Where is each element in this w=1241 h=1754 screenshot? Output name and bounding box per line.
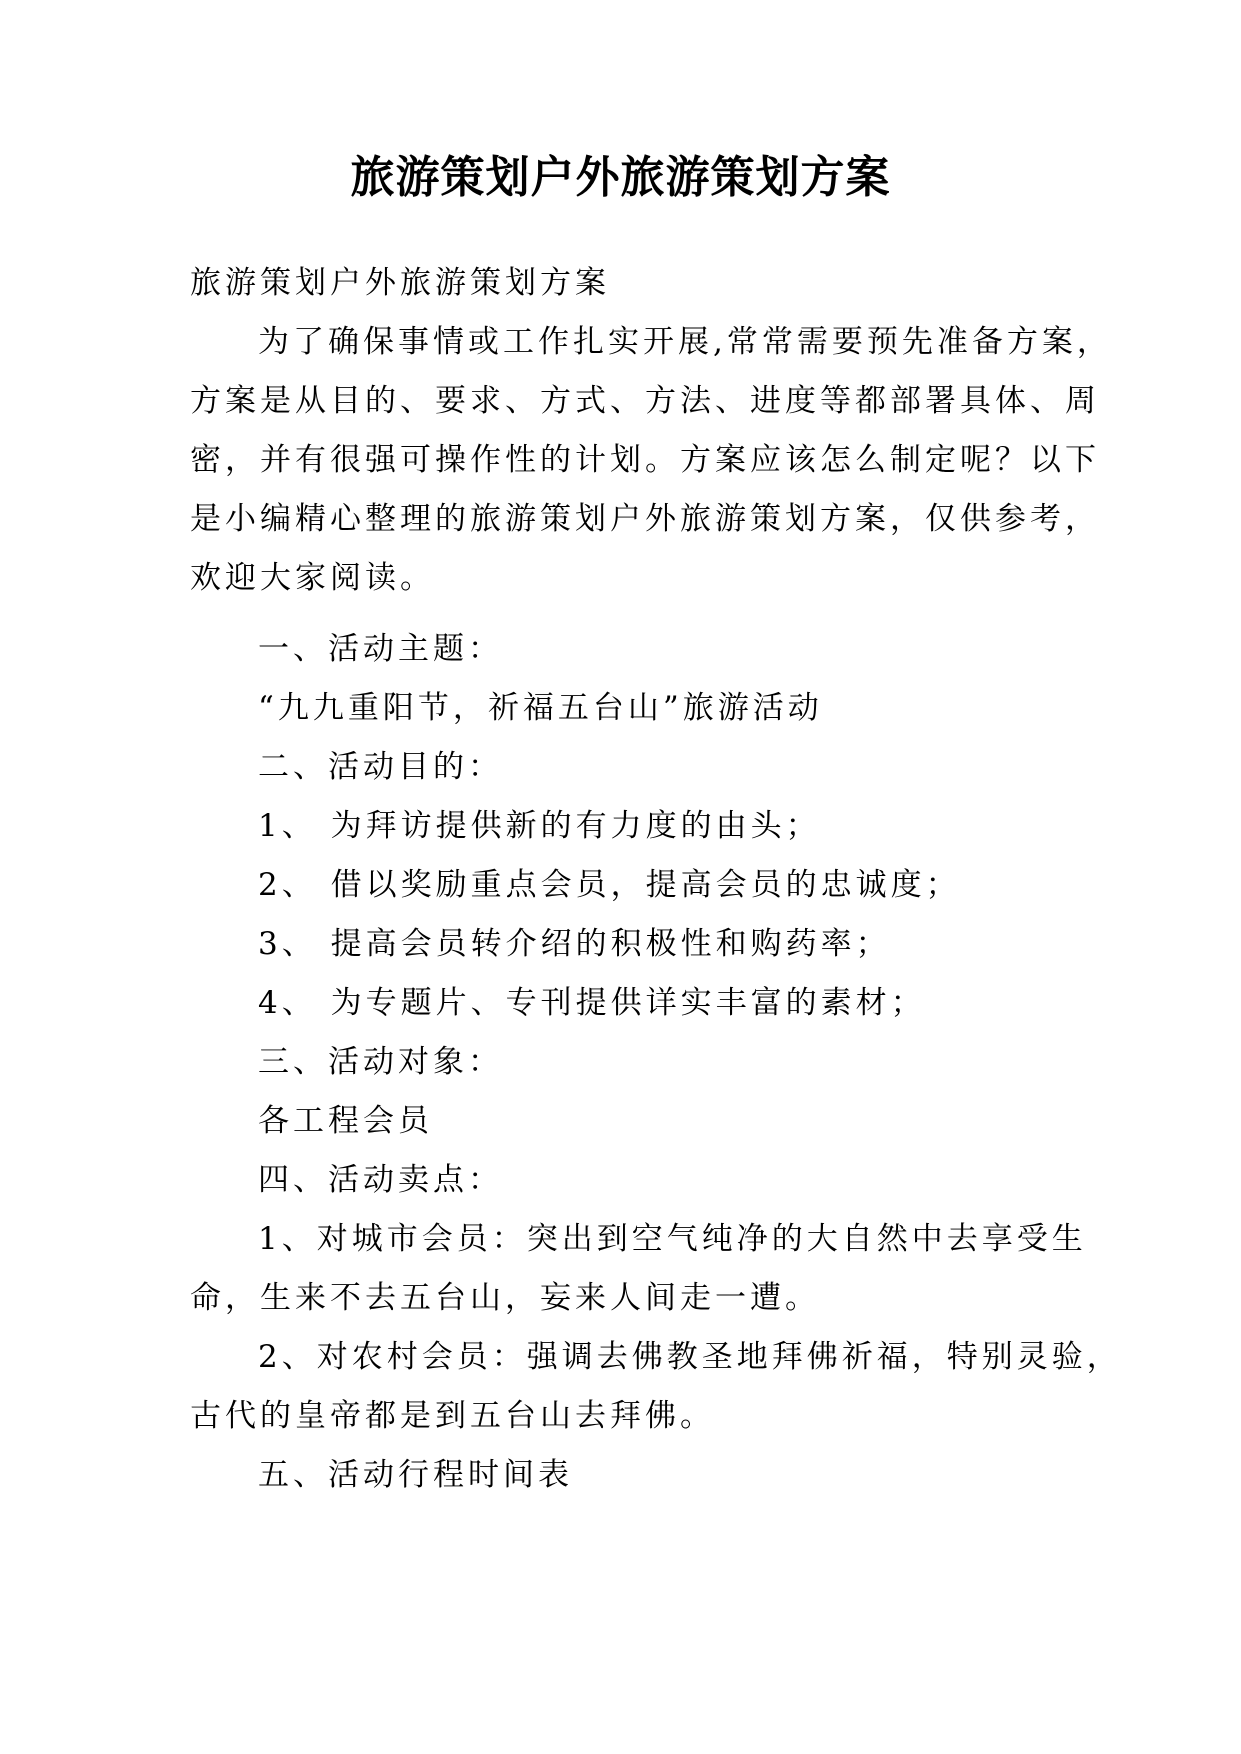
section-heading-purpose: 二、活动目的： <box>258 749 503 785</box>
document-title: 旅游策划户外旅游策划方案 <box>350 152 891 203</box>
selling-point-line: 古代的皇帝都是到五台山去拜佛。 <box>190 1398 715 1434</box>
section-heading-selling-points: 四、活动卖点： <box>258 1162 503 1198</box>
section-heading-schedule: 五、活动行程时间表 <box>258 1457 573 1493</box>
intro-line: 方案是从目的、要求、方式、方法、进度等都部署具体、周 <box>190 383 1100 419</box>
selling-point-line: 1、对城市会员：突出到空气纯净的大自然中去享受生 <box>258 1221 1087 1257</box>
intro-line: 欢迎大家阅读。 <box>190 560 435 596</box>
subtitle-line: 旅游策划户外旅游策划方案 <box>190 265 610 301</box>
intro-line: 为了确保事情或工作扎实开展,常常需要预先准备方案， <box>258 324 1112 360</box>
target-text: 各工程会员 <box>258 1103 433 1139</box>
theme-text: “九九重阳节，祈福五台山”旅游活动 <box>258 690 823 726</box>
section-heading-theme: 一、活动主题： <box>258 631 503 667</box>
purpose-item: 2、 借以奖励重点会员，提高会员的忠诚度； <box>258 867 961 903</box>
intro-line: 是小编精心整理的旅游策划户外旅游策划方案，仅供参考， <box>190 501 1100 537</box>
intro-line: 密，并有很强可操作性的计划。方案应该怎么制定呢？以下 <box>190 442 1100 478</box>
purpose-item: 3、 提高会员转介绍的积极性和购药率； <box>258 926 891 962</box>
purpose-item: 4、 为专题片、专刊提供详实丰富的素材； <box>258 985 926 1021</box>
section-heading-target: 三、活动对象： <box>258 1044 503 1080</box>
selling-point-line: 命，生来不去五台山，妄来人间走一遭。 <box>190 1280 820 1316</box>
sections-block <box>190 620 1122 1505</box>
purpose-item: 1、 为拜访提供新的有力度的由头； <box>258 808 821 844</box>
intro-block <box>190 254 1112 608</box>
selling-point-line: 2、对农村会员：强调去佛教圣地拜佛祈福，特别灵验， <box>258 1339 1122 1375</box>
